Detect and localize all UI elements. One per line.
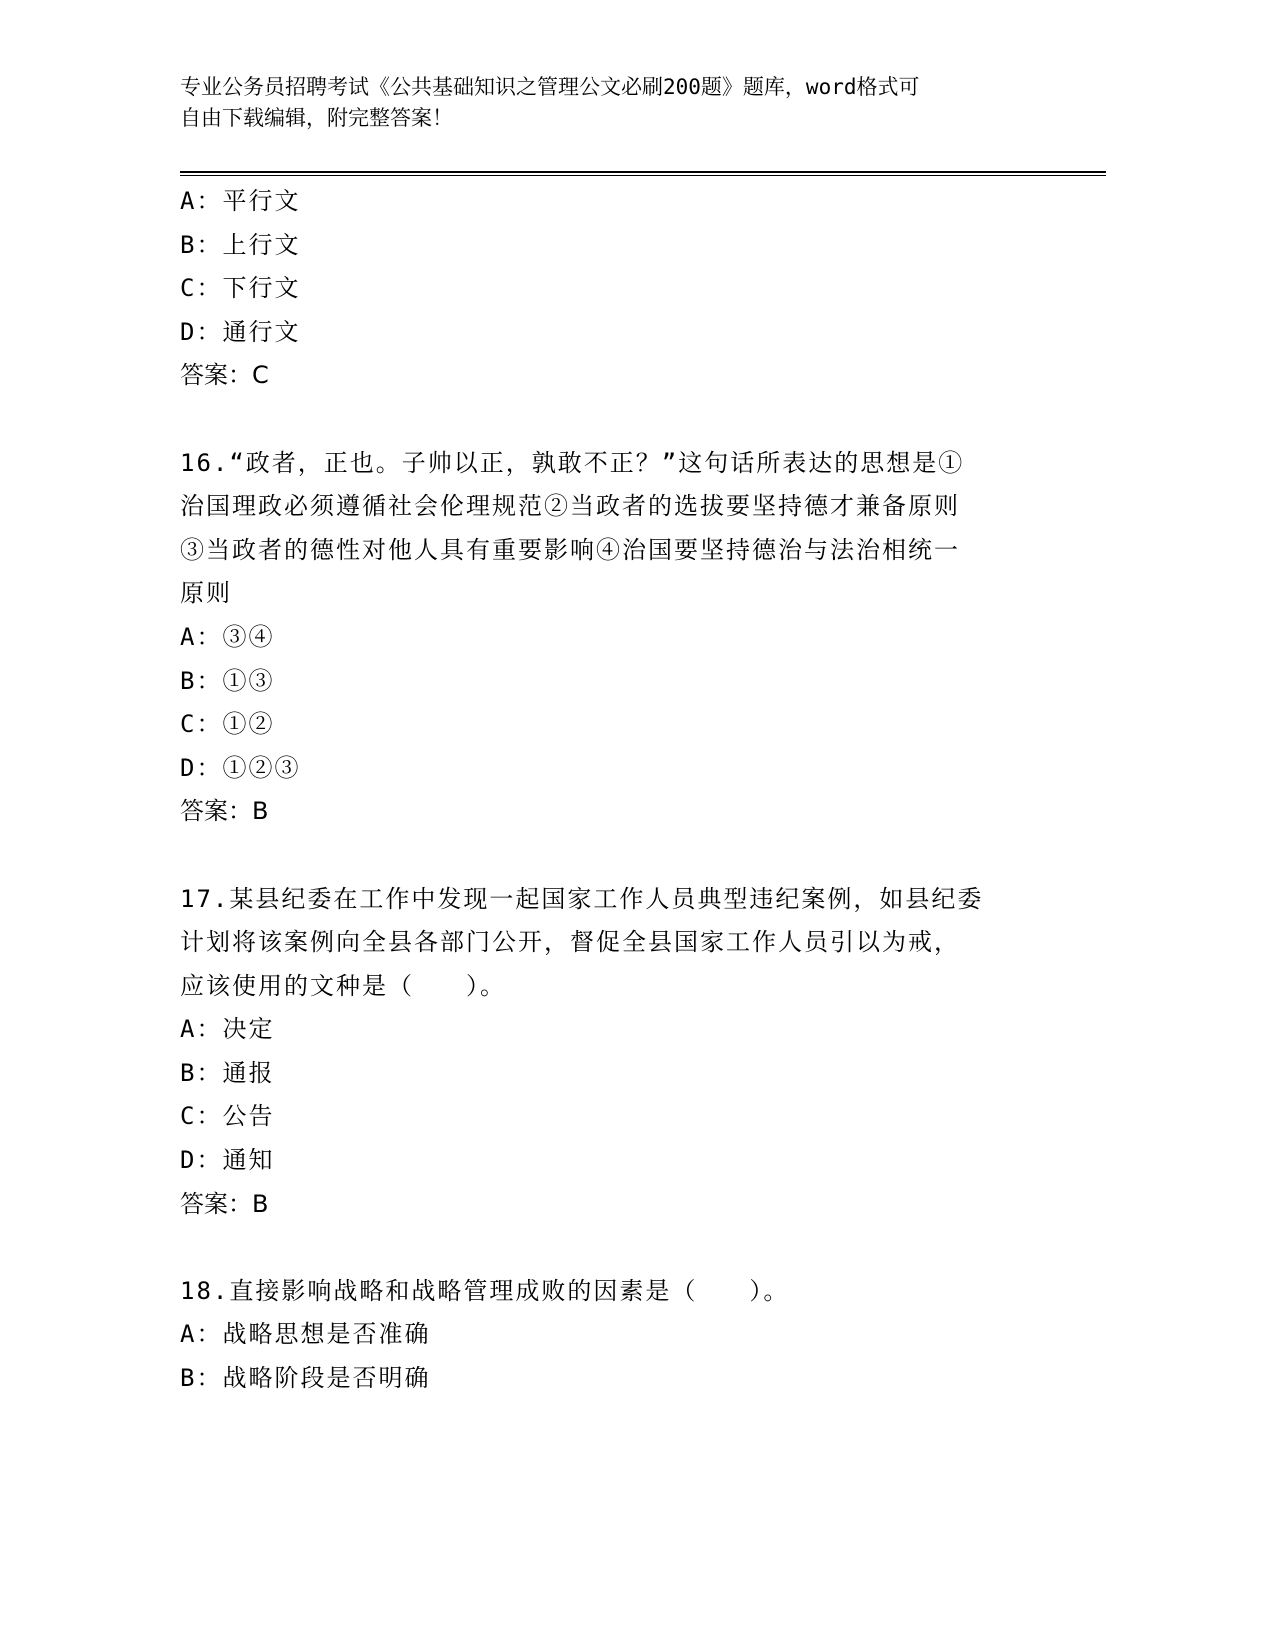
answer: 答案：B bbox=[180, 797, 269, 826]
question-text-line: 16.“政者，正也。子帅以正，孰敢不正？”这句话所表达的思想是① bbox=[180, 448, 965, 477]
answer: 答案：B bbox=[180, 1189, 269, 1218]
answer: 答案：C bbox=[180, 361, 269, 390]
header-divider-bottom bbox=[180, 175, 1106, 176]
question-text-line: 治国理政必须遵循社会伦理规范②当政者的选拔要坚持德才兼备原则 bbox=[180, 492, 960, 521]
option-a: A：平行文 bbox=[180, 187, 301, 215]
question-text-line: 计划将该案例向全县各部门公开，督促全县国家工作人员引以为戒， bbox=[180, 928, 960, 957]
option-b: B：①③ bbox=[180, 666, 275, 695]
option-a: A：③④ bbox=[180, 622, 275, 651]
option-d: D：①②③ bbox=[180, 753, 301, 782]
option-a: A：战略思想是否准确 bbox=[180, 1320, 431, 1349]
option-b: B：通报 bbox=[180, 1058, 275, 1087]
option-c: C：下行文 bbox=[180, 274, 301, 303]
question-text-line: 原则 bbox=[180, 579, 232, 608]
question-15-block bbox=[180, 180, 1080, 398]
option-b: B：战略阶段是否明确 bbox=[180, 1364, 431, 1393]
document-header bbox=[180, 72, 920, 134]
question-16-block bbox=[180, 442, 1080, 834]
question-text-line: 17.某县纪委在工作中发现一起国家工作人员典型违纪案例，如县纪委 bbox=[180, 884, 984, 913]
option-a: A：决定 bbox=[180, 1015, 275, 1044]
question-17-block bbox=[180, 878, 1080, 1227]
option-d: D：通知 bbox=[180, 1146, 275, 1175]
question-content bbox=[180, 180, 1080, 1401]
question-text-line: 18.直接影响战略和战略管理成败的因素是（ ）。 bbox=[180, 1276, 790, 1305]
header-divider-top bbox=[180, 171, 1106, 173]
question-text-line: ③当政者的德性对他人具有重要影响④治国要坚持德治与法治相统一 bbox=[180, 535, 960, 564]
option-b: B：上行文 bbox=[180, 230, 301, 259]
option-c: C：①② bbox=[180, 710, 275, 739]
option-d: D：通行文 bbox=[180, 317, 301, 346]
header-line-2: 自由下载编辑，附完整答案！ bbox=[180, 106, 453, 130]
question-18-block bbox=[180, 1270, 1080, 1401]
header-line-1: 专业公务员招聘考试《公共基础知识之管理公文必刷200题》题库，word格式可 bbox=[180, 75, 920, 99]
question-text-line: 应该使用的文种是（ ）。 bbox=[180, 971, 506, 1000]
option-c: C：公告 bbox=[180, 1102, 275, 1131]
